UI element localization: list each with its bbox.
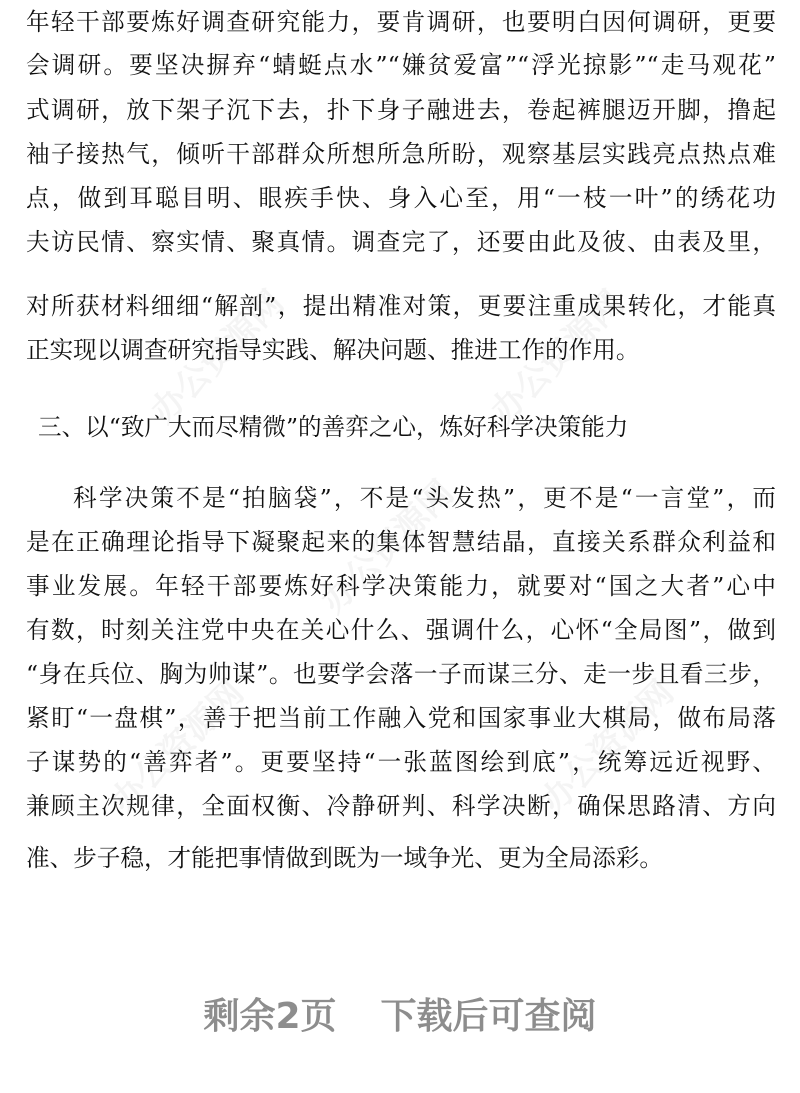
paragraph-line: 袖子接热气，倾听干部群众所想所急所盼，观察基层实践亮点热点难 [26,140,776,168]
paragraph-line: 夫访民情、察实情、聚真情。调查完了，还要由此及彼、由表及里， [26,228,776,256]
paragraph-line: 子谋势的“善弈者”。更要坚持“一张蓝图绘到底”，统筹远近视野、 [26,748,776,776]
paragraph-line: 年轻干部要炼好调查研究能力，要肯调研，也要明白因何调研，更要 [26,8,776,36]
paragraph-line: 对所获材料细细“解剖”，提出精准对策，更要注重成果转化，才能真 [26,292,776,320]
paragraph-line: “身在兵位、胸为帅谋”。也要学会落一子而谋三分、走一步且看三步， [26,660,776,688]
section-heading: 三、以“致广大而尽精微”的善弈之心，炼好科学决策能力 [38,413,629,441]
paragraph-line: 是在正确理论指导下凝聚起来的集体智慧结晶，直接关系群众利益和 [26,528,776,556]
paragraph-line: 式调研，放下架子沉下去，扑下身子融进去，卷起裤腿迈开脚，撸起 [26,96,776,124]
paragraph-line: 紧盯“一盘棋”，善于把当前工作融入党和国家事业大棋局，做布局落 [26,704,776,732]
paragraph-line: 准、步子稳，才能把事情做到既为一域争光、更为全局添彩。 [26,844,664,872]
paragraph-line: 正实现以调查研究指导实践、解决问题、推进工作的作用。 [26,336,640,364]
paragraph-line: 有数，时刻关注党中央在关心什么、强调什么，心怀“全局图”，做到 [26,616,776,644]
watermark: 办公资源网 [483,282,632,432]
download-prompt: 下载后可查阅 [380,996,597,1037]
paragraph-line: 科学决策不是“拍脑袋”，不是“头发热”，更不是“一言堂”，而 [73,484,776,512]
remaining-pages-banner[interactable] [0,992,800,1042]
watermark: 办公资源网 [533,672,682,822]
remaining-pages-count: 剩余2页 [203,996,337,1037]
paragraph-line: 会调研。要坚决摒弃“蜻蜓点水”“嫌贫爱富”“浮光掠影”“走马观花” [26,51,776,79]
paragraph-line: 兼顾主次规律，全面权衡、冷静研判、科学决断，确保思路清、方向 [26,792,776,820]
watermark: 办公资源网 [313,472,462,622]
paragraph-line: 点，做到耳聪目明、眼疾手快、身入心至，用“一枝一叶”的绣花功 [26,184,776,212]
watermark: 办公资源网 [143,282,292,432]
watermark: 办公资源网 [103,672,252,822]
paragraph-line: 事业发展。年轻干部要炼好科学决策能力，就要对“国之大者”心中 [26,572,776,600]
